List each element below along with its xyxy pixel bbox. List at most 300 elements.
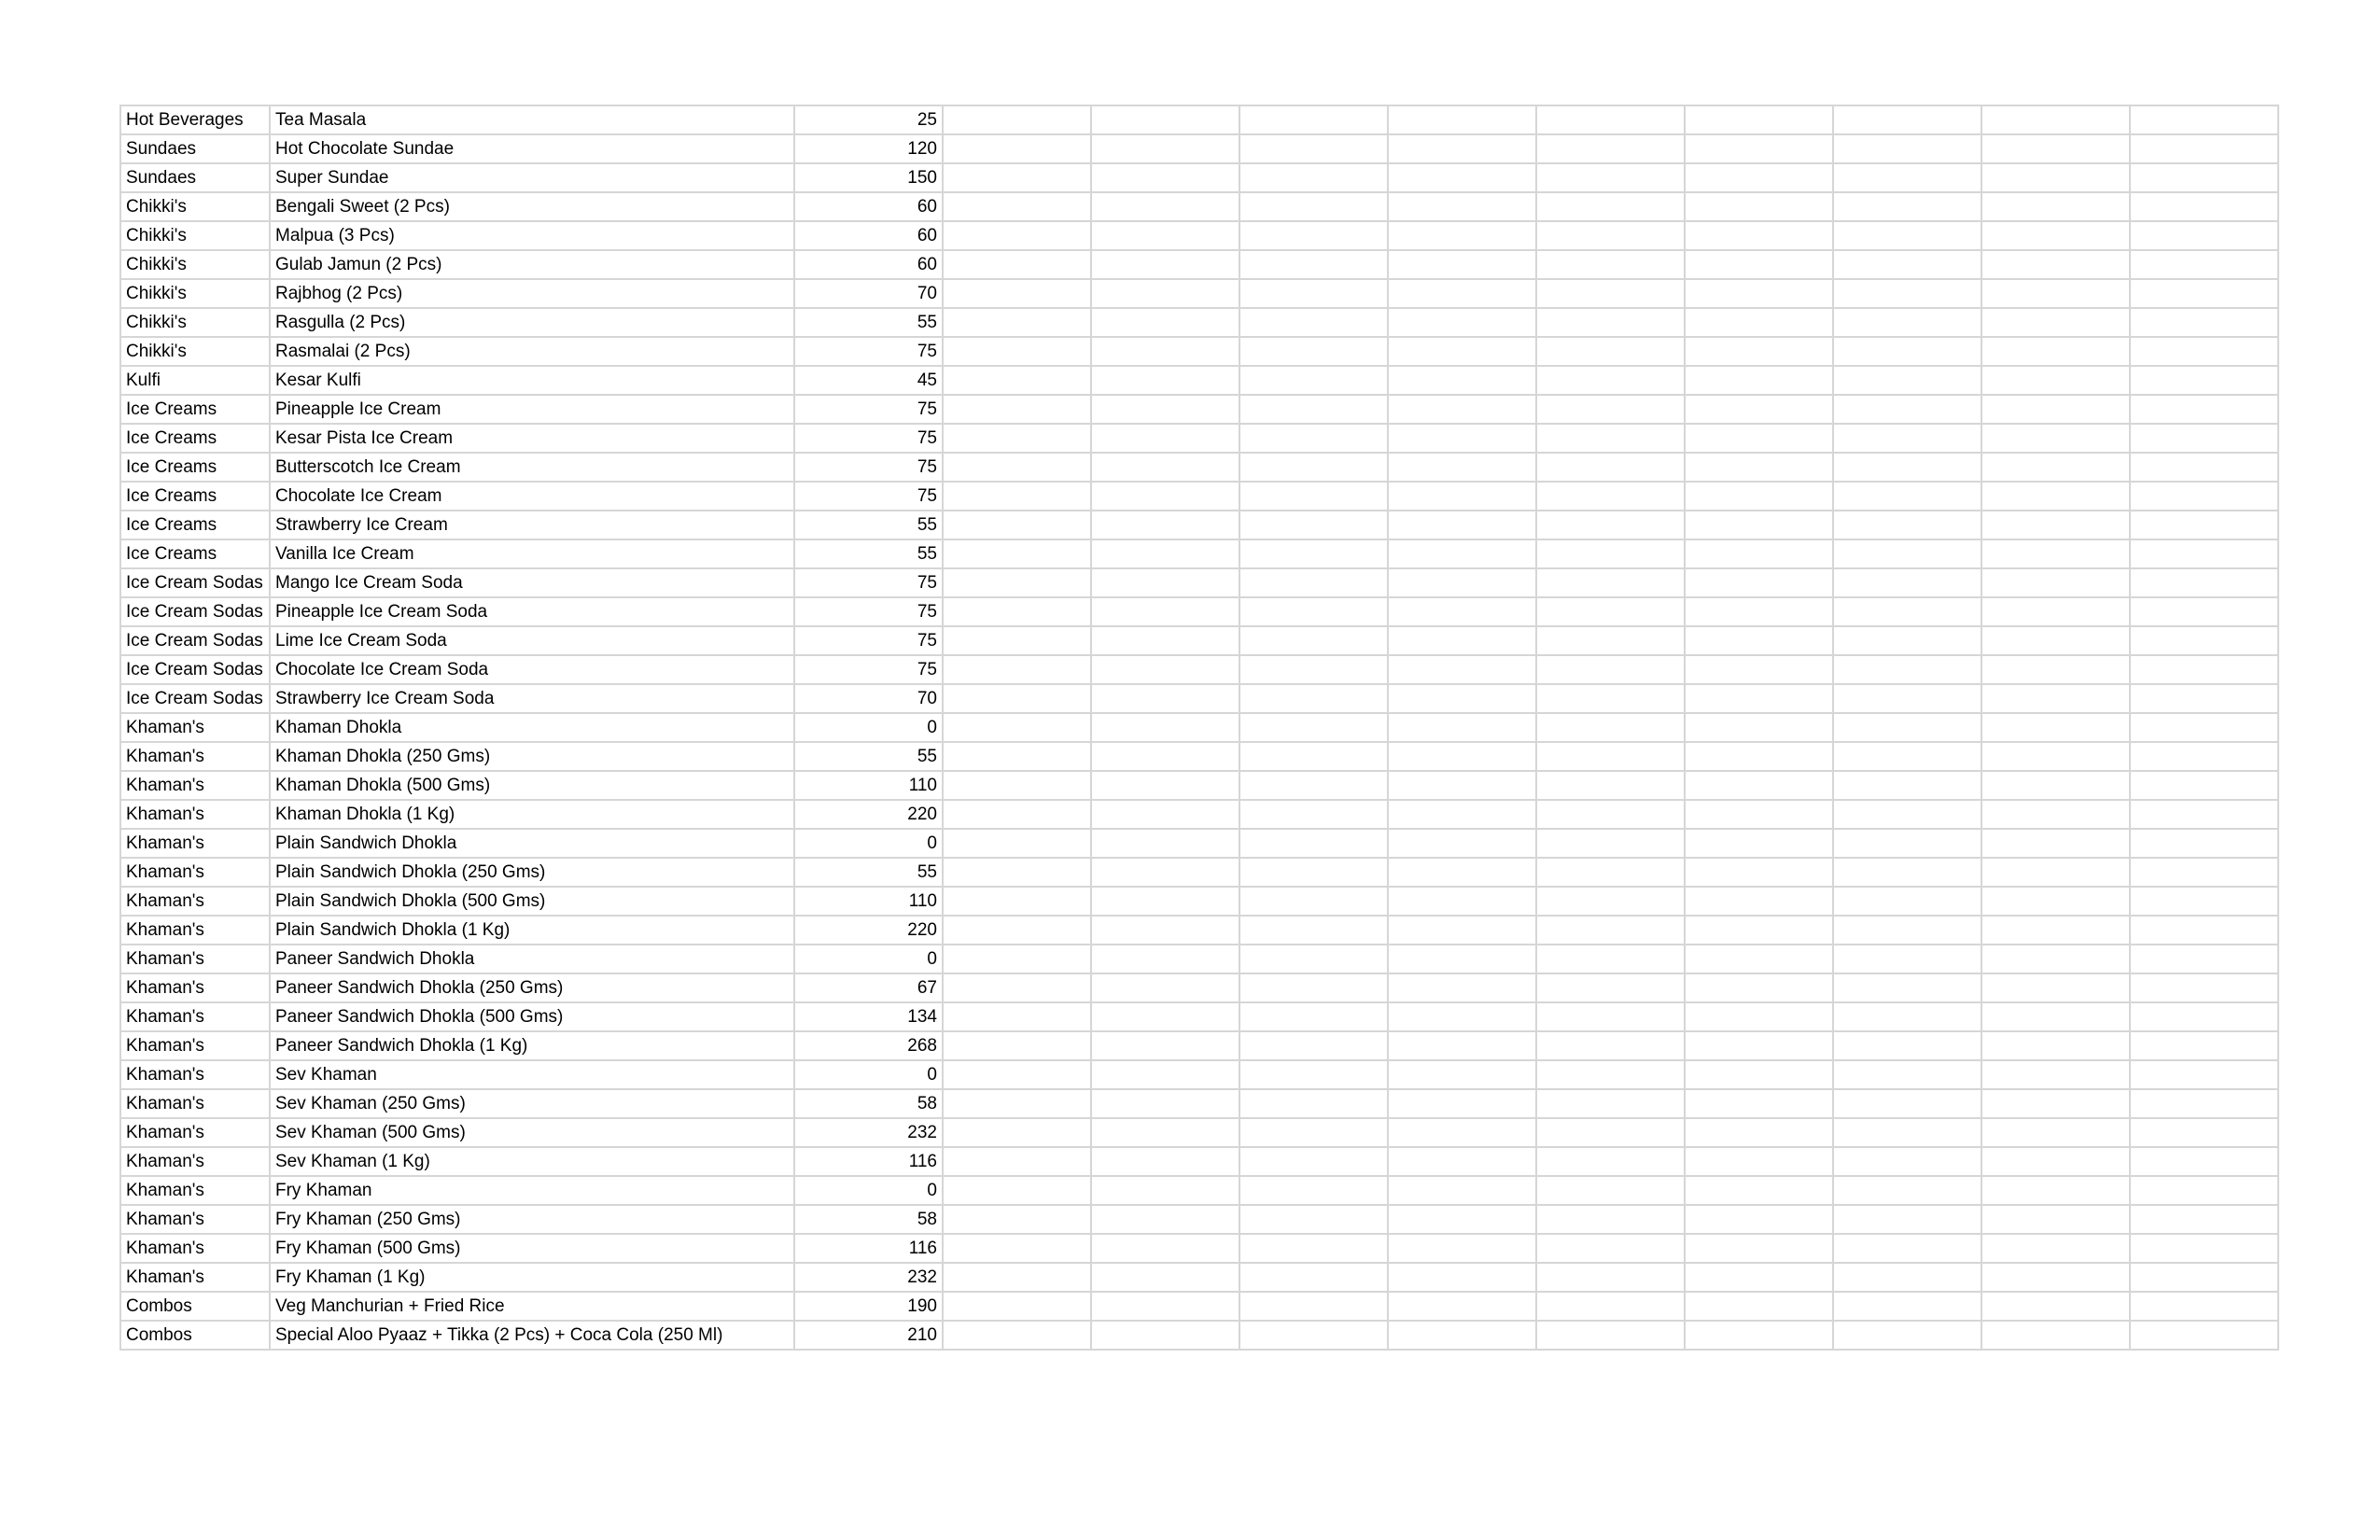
empty-cell[interactable] [1091,279,1239,308]
empty-cell[interactable] [1981,945,2130,973]
empty-cell[interactable] [1536,366,1685,395]
category-cell[interactable]: Ice Creams [120,395,270,424]
empty-cell[interactable] [1536,105,1685,134]
empty-cell[interactable] [2130,742,2278,771]
category-cell[interactable]: Khaman's [120,916,270,945]
empty-cell[interactable] [1833,482,1981,511]
category-cell[interactable]: Khaman's [120,1118,270,1147]
empty-cell[interactable] [1388,539,1536,568]
empty-cell[interactable] [1388,105,1536,134]
empty-cell[interactable] [1091,1321,1239,1350]
empty-cell[interactable] [2130,1321,2278,1350]
empty-cell[interactable] [1685,453,1833,482]
empty-cell[interactable] [1091,1176,1239,1205]
empty-cell[interactable] [1091,192,1239,221]
empty-cell[interactable] [1685,221,1833,250]
empty-cell[interactable] [1091,626,1239,655]
empty-cell[interactable] [1981,279,2130,308]
empty-cell[interactable] [1685,1234,1833,1263]
item-name-cell[interactable]: Super Sundae [270,163,794,192]
empty-cell[interactable] [1239,597,1388,626]
empty-cell[interactable] [1833,250,1981,279]
empty-cell[interactable] [943,1002,1091,1031]
category-cell[interactable]: Ice Creams [120,482,270,511]
empty-cell[interactable] [1833,568,1981,597]
empty-cell[interactable] [1981,829,2130,858]
empty-cell[interactable] [1239,1205,1388,1234]
item-name-cell[interactable]: Chocolate Ice Cream Soda [270,655,794,684]
empty-cell[interactable] [1536,800,1685,829]
category-cell[interactable]: Khaman's [120,1205,270,1234]
empty-cell[interactable] [1536,1118,1685,1147]
category-cell[interactable]: Khaman's [120,1089,270,1118]
empty-cell[interactable] [1536,337,1685,366]
item-name-cell[interactable]: Khaman Dhokla [270,713,794,742]
empty-cell[interactable] [1388,395,1536,424]
empty-cell[interactable] [1091,771,1239,800]
empty-cell[interactable] [1536,626,1685,655]
empty-cell[interactable] [1833,684,1981,713]
empty-cell[interactable] [1981,597,2130,626]
empty-cell[interactable] [1091,568,1239,597]
item-name-cell[interactable]: Rasgulla (2 Pcs) [270,308,794,337]
empty-cell[interactable] [1685,424,1833,453]
empty-cell[interactable] [1833,134,1981,163]
price-cell[interactable]: 0 [794,713,943,742]
price-cell[interactable]: 116 [794,1147,943,1176]
empty-cell[interactable] [1388,1234,1536,1263]
empty-cell[interactable] [2130,1147,2278,1176]
empty-cell[interactable] [1981,742,2130,771]
empty-cell[interactable] [1091,1147,1239,1176]
empty-cell[interactable] [1388,511,1536,539]
empty-cell[interactable] [943,424,1091,453]
empty-cell[interactable] [1239,684,1388,713]
empty-cell[interactable] [1536,1147,1685,1176]
empty-cell[interactable] [1536,973,1685,1002]
empty-cell[interactable] [1981,366,2130,395]
price-cell[interactable]: 70 [794,279,943,308]
empty-cell[interactable] [1239,482,1388,511]
empty-cell[interactable] [943,771,1091,800]
empty-cell[interactable] [1981,771,2130,800]
empty-cell[interactable] [1833,395,1981,424]
empty-cell[interactable] [943,192,1091,221]
empty-cell[interactable] [943,1263,1091,1292]
empty-cell[interactable] [1388,366,1536,395]
empty-cell[interactable] [1536,1234,1685,1263]
category-cell[interactable]: Ice Cream Sodas [120,655,270,684]
empty-cell[interactable] [1833,424,1981,453]
empty-cell[interactable] [1685,1292,1833,1321]
empty-cell[interactable] [943,829,1091,858]
category-cell[interactable]: Ice Cream Sodas [120,626,270,655]
empty-cell[interactable] [2130,945,2278,973]
empty-cell[interactable] [1981,1263,2130,1292]
empty-cell[interactable] [1091,134,1239,163]
empty-cell[interactable] [1833,308,1981,337]
empty-cell[interactable] [1833,279,1981,308]
item-name-cell[interactable]: Fry Khaman (250 Gms) [270,1205,794,1234]
item-name-cell[interactable]: Paneer Sandwich Dhokla (1 Kg) [270,1031,794,1060]
empty-cell[interactable] [1981,453,2130,482]
empty-cell[interactable] [2130,337,2278,366]
category-cell[interactable]: Khaman's [120,945,270,973]
empty-cell[interactable] [943,1234,1091,1263]
empty-cell[interactable] [1833,1031,1981,1060]
empty-cell[interactable] [2130,916,2278,945]
empty-cell[interactable] [1388,134,1536,163]
empty-cell[interactable] [2130,511,2278,539]
empty-cell[interactable] [1981,482,2130,511]
price-cell[interactable]: 60 [794,221,943,250]
empty-cell[interactable] [1833,829,1981,858]
price-cell[interactable]: 116 [794,1234,943,1263]
empty-cell[interactable] [2130,163,2278,192]
empty-cell[interactable] [1388,684,1536,713]
empty-cell[interactable] [1091,858,1239,887]
empty-cell[interactable] [1388,626,1536,655]
price-cell[interactable]: 232 [794,1263,943,1292]
item-name-cell[interactable]: Fry Khaman (1 Kg) [270,1263,794,1292]
empty-cell[interactable] [1981,424,2130,453]
empty-cell[interactable] [1388,1147,1536,1176]
empty-cell[interactable] [1388,973,1536,1002]
category-cell[interactable]: Ice Cream Sodas [120,568,270,597]
price-cell[interactable]: 67 [794,973,943,1002]
empty-cell[interactable] [1981,250,2130,279]
empty-cell[interactable] [1685,771,1833,800]
empty-cell[interactable] [943,1118,1091,1147]
empty-cell[interactable] [2130,308,2278,337]
empty-cell[interactable] [2130,453,2278,482]
empty-cell[interactable] [1239,308,1388,337]
empty-cell[interactable] [1091,221,1239,250]
empty-cell[interactable] [1388,742,1536,771]
item-name-cell[interactable]: Vanilla Ice Cream [270,539,794,568]
empty-cell[interactable] [1833,366,1981,395]
empty-cell[interactable] [1685,1263,1833,1292]
empty-cell[interactable] [1388,279,1536,308]
empty-cell[interactable] [1833,945,1981,973]
empty-cell[interactable] [1091,511,1239,539]
item-name-cell[interactable]: Special Aloo Pyaaz + Tikka (2 Pcs) + Coca Cola (250 Ml) [270,1321,794,1350]
empty-cell[interactable] [1833,1205,1981,1234]
empty-cell[interactable] [1536,250,1685,279]
empty-cell[interactable] [1981,1060,2130,1089]
empty-cell[interactable] [1833,597,1981,626]
empty-cell[interactable] [943,945,1091,973]
empty-cell[interactable] [943,1292,1091,1321]
empty-cell[interactable] [1239,163,1388,192]
price-cell[interactable]: 45 [794,366,943,395]
empty-cell[interactable] [1239,1234,1388,1263]
empty-cell[interactable] [1536,1205,1685,1234]
empty-cell[interactable] [943,1089,1091,1118]
price-cell[interactable]: 75 [794,395,943,424]
empty-cell[interactable] [1833,1060,1981,1089]
item-name-cell[interactable]: Rajbhog (2 Pcs) [270,279,794,308]
empty-cell[interactable] [2130,1002,2278,1031]
empty-cell[interactable] [1239,916,1388,945]
empty-cell[interactable] [1981,1321,2130,1350]
empty-cell[interactable] [943,1147,1091,1176]
empty-cell[interactable] [1536,1060,1685,1089]
empty-cell[interactable] [943,626,1091,655]
empty-cell[interactable] [1833,453,1981,482]
item-name-cell[interactable]: Veg Manchurian + Fried Rice [270,1292,794,1321]
category-cell[interactable]: Khaman's [120,1147,270,1176]
empty-cell[interactable] [1981,1147,2130,1176]
price-cell[interactable]: 232 [794,1118,943,1147]
empty-cell[interactable] [2130,1089,2278,1118]
empty-cell[interactable] [1388,221,1536,250]
empty-cell[interactable] [1833,916,1981,945]
empty-cell[interactable] [1239,800,1388,829]
empty-cell[interactable] [1239,713,1388,742]
category-cell[interactable]: Sundaes [120,134,270,163]
empty-cell[interactable] [1536,163,1685,192]
item-name-cell[interactable]: Pineapple Ice Cream [270,395,794,424]
item-name-cell[interactable]: Chocolate Ice Cream [270,482,794,511]
empty-cell[interactable] [1833,713,1981,742]
empty-cell[interactable] [1536,482,1685,511]
empty-cell[interactable] [1981,1292,2130,1321]
price-cell[interactable]: 75 [794,482,943,511]
empty-cell[interactable] [1388,424,1536,453]
empty-cell[interactable] [1536,1321,1685,1350]
category-cell[interactable]: Ice Cream Sodas [120,684,270,713]
empty-cell[interactable] [2130,134,2278,163]
category-cell[interactable]: Khaman's [120,973,270,1002]
empty-cell[interactable] [1388,1118,1536,1147]
price-cell[interactable]: 0 [794,945,943,973]
category-cell[interactable]: Khaman's [120,771,270,800]
empty-cell[interactable] [1239,221,1388,250]
empty-cell[interactable] [1833,1089,1981,1118]
empty-cell[interactable] [1239,279,1388,308]
empty-cell[interactable] [943,134,1091,163]
empty-cell[interactable] [1239,250,1388,279]
empty-cell[interactable] [1388,482,1536,511]
empty-cell[interactable] [1685,511,1833,539]
empty-cell[interactable] [1091,597,1239,626]
price-cell[interactable]: 75 [794,655,943,684]
empty-cell[interactable] [1091,829,1239,858]
empty-cell[interactable] [1685,395,1833,424]
empty-cell[interactable] [943,800,1091,829]
empty-cell[interactable] [943,366,1091,395]
empty-cell[interactable] [943,1031,1091,1060]
empty-cell[interactable] [943,858,1091,887]
empty-cell[interactable] [1833,163,1981,192]
empty-cell[interactable] [1536,829,1685,858]
empty-cell[interactable] [1833,1234,1981,1263]
empty-cell[interactable] [1536,511,1685,539]
empty-cell[interactable] [2130,221,2278,250]
empty-cell[interactable] [943,337,1091,366]
empty-cell[interactable] [1981,539,2130,568]
empty-cell[interactable] [1239,1292,1388,1321]
empty-cell[interactable] [1685,1118,1833,1147]
empty-cell[interactable] [1981,1118,2130,1147]
category-cell[interactable]: Ice Creams [120,424,270,453]
empty-cell[interactable] [1536,771,1685,800]
category-cell[interactable]: Khaman's [120,1060,270,1089]
empty-cell[interactable] [2130,800,2278,829]
empty-cell[interactable] [1536,279,1685,308]
empty-cell[interactable] [943,1205,1091,1234]
empty-cell[interactable] [2130,655,2278,684]
empty-cell[interactable] [1091,1118,1239,1147]
empty-cell[interactable] [1833,1118,1981,1147]
empty-cell[interactable] [1981,1176,2130,1205]
empty-cell[interactable] [1536,308,1685,337]
empty-cell[interactable] [1685,337,1833,366]
empty-cell[interactable] [1833,192,1981,221]
empty-cell[interactable] [1833,337,1981,366]
item-name-cell[interactable]: Malpua (3 Pcs) [270,221,794,250]
empty-cell[interactable] [1388,568,1536,597]
category-cell[interactable]: Combos [120,1292,270,1321]
empty-cell[interactable] [1685,482,1833,511]
empty-cell[interactable] [1239,742,1388,771]
empty-cell[interactable] [943,105,1091,134]
price-cell[interactable]: 75 [794,626,943,655]
empty-cell[interactable] [1536,1292,1685,1321]
empty-cell[interactable] [1981,684,2130,713]
category-cell[interactable]: Sundaes [120,163,270,192]
item-name-cell[interactable]: Hot Chocolate Sundae [270,134,794,163]
category-cell[interactable]: Hot Beverages [120,105,270,134]
empty-cell[interactable] [943,511,1091,539]
empty-cell[interactable] [1536,597,1685,626]
item-name-cell[interactable]: Gulab Jamun (2 Pcs) [270,250,794,279]
empty-cell[interactable] [1981,655,2130,684]
price-cell[interactable]: 55 [794,308,943,337]
empty-cell[interactable] [1091,945,1239,973]
empty-cell[interactable] [1091,800,1239,829]
empty-cell[interactable] [1091,539,1239,568]
item-name-cell[interactable]: Plain Sandwich Dhokla (500 Gms) [270,887,794,916]
empty-cell[interactable] [1833,539,1981,568]
empty-cell[interactable] [1685,1002,1833,1031]
empty-cell[interactable] [1536,945,1685,973]
price-cell[interactable]: 60 [794,250,943,279]
empty-cell[interactable] [1685,713,1833,742]
empty-cell[interactable] [1536,1031,1685,1060]
empty-cell[interactable] [1536,916,1685,945]
empty-cell[interactable] [1685,308,1833,337]
empty-cell[interactable] [1981,800,2130,829]
empty-cell[interactable] [1239,1176,1388,1205]
category-cell[interactable]: Ice Creams [120,453,270,482]
empty-cell[interactable] [1239,366,1388,395]
price-cell[interactable]: 60 [794,192,943,221]
empty-cell[interactable] [1536,655,1685,684]
empty-cell[interactable] [1685,1147,1833,1176]
empty-cell[interactable] [1388,945,1536,973]
item-name-cell[interactable]: Paneer Sandwich Dhokla [270,945,794,973]
empty-cell[interactable] [1536,395,1685,424]
empty-cell[interactable] [1388,308,1536,337]
empty-cell[interactable] [2130,250,2278,279]
empty-cell[interactable] [2130,858,2278,887]
empty-cell[interactable] [1388,192,1536,221]
empty-cell[interactable] [1685,1060,1833,1089]
empty-cell[interactable] [1536,1176,1685,1205]
item-name-cell[interactable]: Fry Khaman (500 Gms) [270,1234,794,1263]
empty-cell[interactable] [1388,163,1536,192]
empty-cell[interactable] [1981,395,2130,424]
empty-cell[interactable] [943,568,1091,597]
item-name-cell[interactable]: Fry Khaman [270,1176,794,1205]
empty-cell[interactable] [1091,1002,1239,1031]
price-cell[interactable]: 150 [794,163,943,192]
empty-cell[interactable] [1239,1031,1388,1060]
empty-cell[interactable] [1685,655,1833,684]
empty-cell[interactable] [1091,1234,1239,1263]
empty-cell[interactable] [2130,713,2278,742]
empty-cell[interactable] [2130,1234,2278,1263]
empty-cell[interactable] [2130,887,2278,916]
empty-cell[interactable] [1239,829,1388,858]
empty-cell[interactable] [1685,134,1833,163]
empty-cell[interactable] [1388,887,1536,916]
item-name-cell[interactable]: Khaman Dhokla (1 Kg) [270,800,794,829]
empty-cell[interactable] [1091,1089,1239,1118]
empty-cell[interactable] [2130,192,2278,221]
empty-cell[interactable] [1239,1060,1388,1089]
empty-cell[interactable] [943,916,1091,945]
empty-cell[interactable] [1239,337,1388,366]
empty-cell[interactable] [2130,973,2278,1002]
empty-cell[interactable] [1388,1060,1536,1089]
price-cell[interactable]: 75 [794,453,943,482]
category-cell[interactable]: Khaman's [120,800,270,829]
price-cell[interactable]: 55 [794,742,943,771]
empty-cell[interactable] [1536,742,1685,771]
category-cell[interactable]: Khaman's [120,1031,270,1060]
category-cell[interactable]: Khaman's [120,742,270,771]
empty-cell[interactable] [943,453,1091,482]
empty-cell[interactable] [1091,1292,1239,1321]
empty-cell[interactable] [1981,134,2130,163]
empty-cell[interactable] [2130,771,2278,800]
empty-cell[interactable] [2130,597,2278,626]
empty-cell[interactable] [1685,684,1833,713]
empty-cell[interactable] [1239,105,1388,134]
item-name-cell[interactable]: Paneer Sandwich Dhokla (500 Gms) [270,1002,794,1031]
empty-cell[interactable] [1091,973,1239,1002]
category-cell[interactable]: Khaman's [120,713,270,742]
empty-cell[interactable] [1388,597,1536,626]
empty-cell[interactable] [1536,1089,1685,1118]
empty-cell[interactable] [1091,482,1239,511]
item-name-cell[interactable]: Kesar Kulfi [270,366,794,395]
empty-cell[interactable] [2130,539,2278,568]
empty-cell[interactable] [1536,424,1685,453]
empty-cell[interactable] [1685,539,1833,568]
category-cell[interactable]: Khaman's [120,858,270,887]
empty-cell[interactable] [1981,973,2130,1002]
empty-cell[interactable] [1388,800,1536,829]
empty-cell[interactable] [943,221,1091,250]
empty-cell[interactable] [2130,105,2278,134]
empty-cell[interactable] [1685,916,1833,945]
empty-cell[interactable] [1091,1263,1239,1292]
empty-cell[interactable] [1388,453,1536,482]
